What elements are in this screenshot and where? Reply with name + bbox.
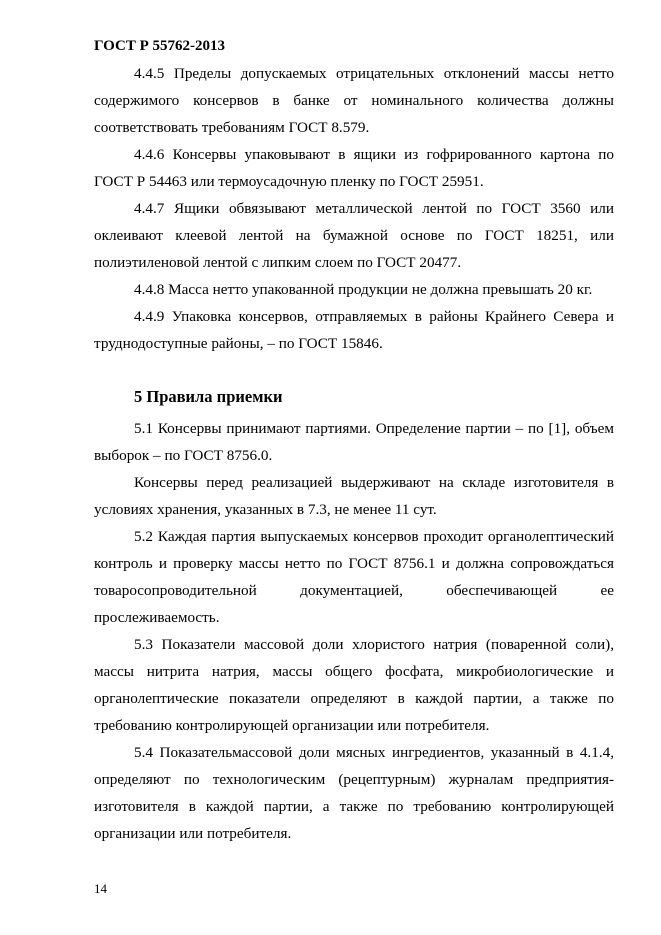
clause-4-4-9: 4.4.9 Упаковка консервов, отправляемых в районы Крайнего Севера и труднодоступные районы, – по ГОСТ 15846. — [94, 308, 614, 352]
clause-5-1: 5.1 Консервы принимают партиями. Определение партии – по [1], объем выборок – по ГОСТ 8756.0. — [94, 420, 614, 464]
page-body — [94, 60, 614, 847]
section-5-heading: 5 Правила приемки — [134, 387, 283, 406]
clause-4-4-8: 4.4.8 Масса нетто упакованной продукции не должна превышать 20 кг. — [134, 281, 593, 298]
clause-5-3: 5.3 Показатели массовой доли хлористого натрия (поваренной соли), массы нитрита натрия, массы общего фосфата, микробиологические и органолептические показатели определяют в каждой партии, а также по требованию контролирующей организации или потребителя. — [94, 636, 614, 734]
page-number: 14 — [94, 881, 107, 896]
clause-5-1-storage: Консервы перед реализацией выдерживают на складе изготовителя в условиях хранения, указанных в 7.3, не менее 11 сут. — [94, 474, 614, 518]
clause-4-4-6: 4.4.6 Консервы упаковывают в ящики из гофрированного картона по ГОСТ Р 54463 или термоусадочную пленку по ГОСТ 25951. — [94, 146, 614, 190]
clause-5-4: 5.4 Показательмассовой доли мясных ингредиентов, указанный в 4.1.4, определяют по технологическим (рецептурным) журналам предприятия-изготовителя в каждой партии, а также по требованию контролирующей организации или потребителя. — [94, 744, 614, 842]
clause-4-4-5: 4.4.5 Пределы допускаемых отрицательных отклонений массы нетто содержимого консервов в банке от номинального количества должны соответствовать требованиям ГОСТ 8.579. — [94, 65, 614, 136]
document-header: ГОСТ Р 55762-2013 — [94, 38, 226, 54]
clause-5-2: 5.2 Каждая партия выпускаемых консервов проходит органолептический контроль и проверку массы нетто по ГОСТ 8756.1 и должна сопровождаться товаросопроводительной документацией, обеспечивающей ее прослеживаемость. — [94, 528, 614, 626]
clause-4-4-7: 4.4.7 Ящики обвязывают металлической лентой по ГОСТ 3560 или оклеивают клеевой лентой на бумажной основе по ГОСТ 18251, или полиэтиленовой лентой с липким слоем по ГОСТ 20477. — [94, 200, 614, 271]
